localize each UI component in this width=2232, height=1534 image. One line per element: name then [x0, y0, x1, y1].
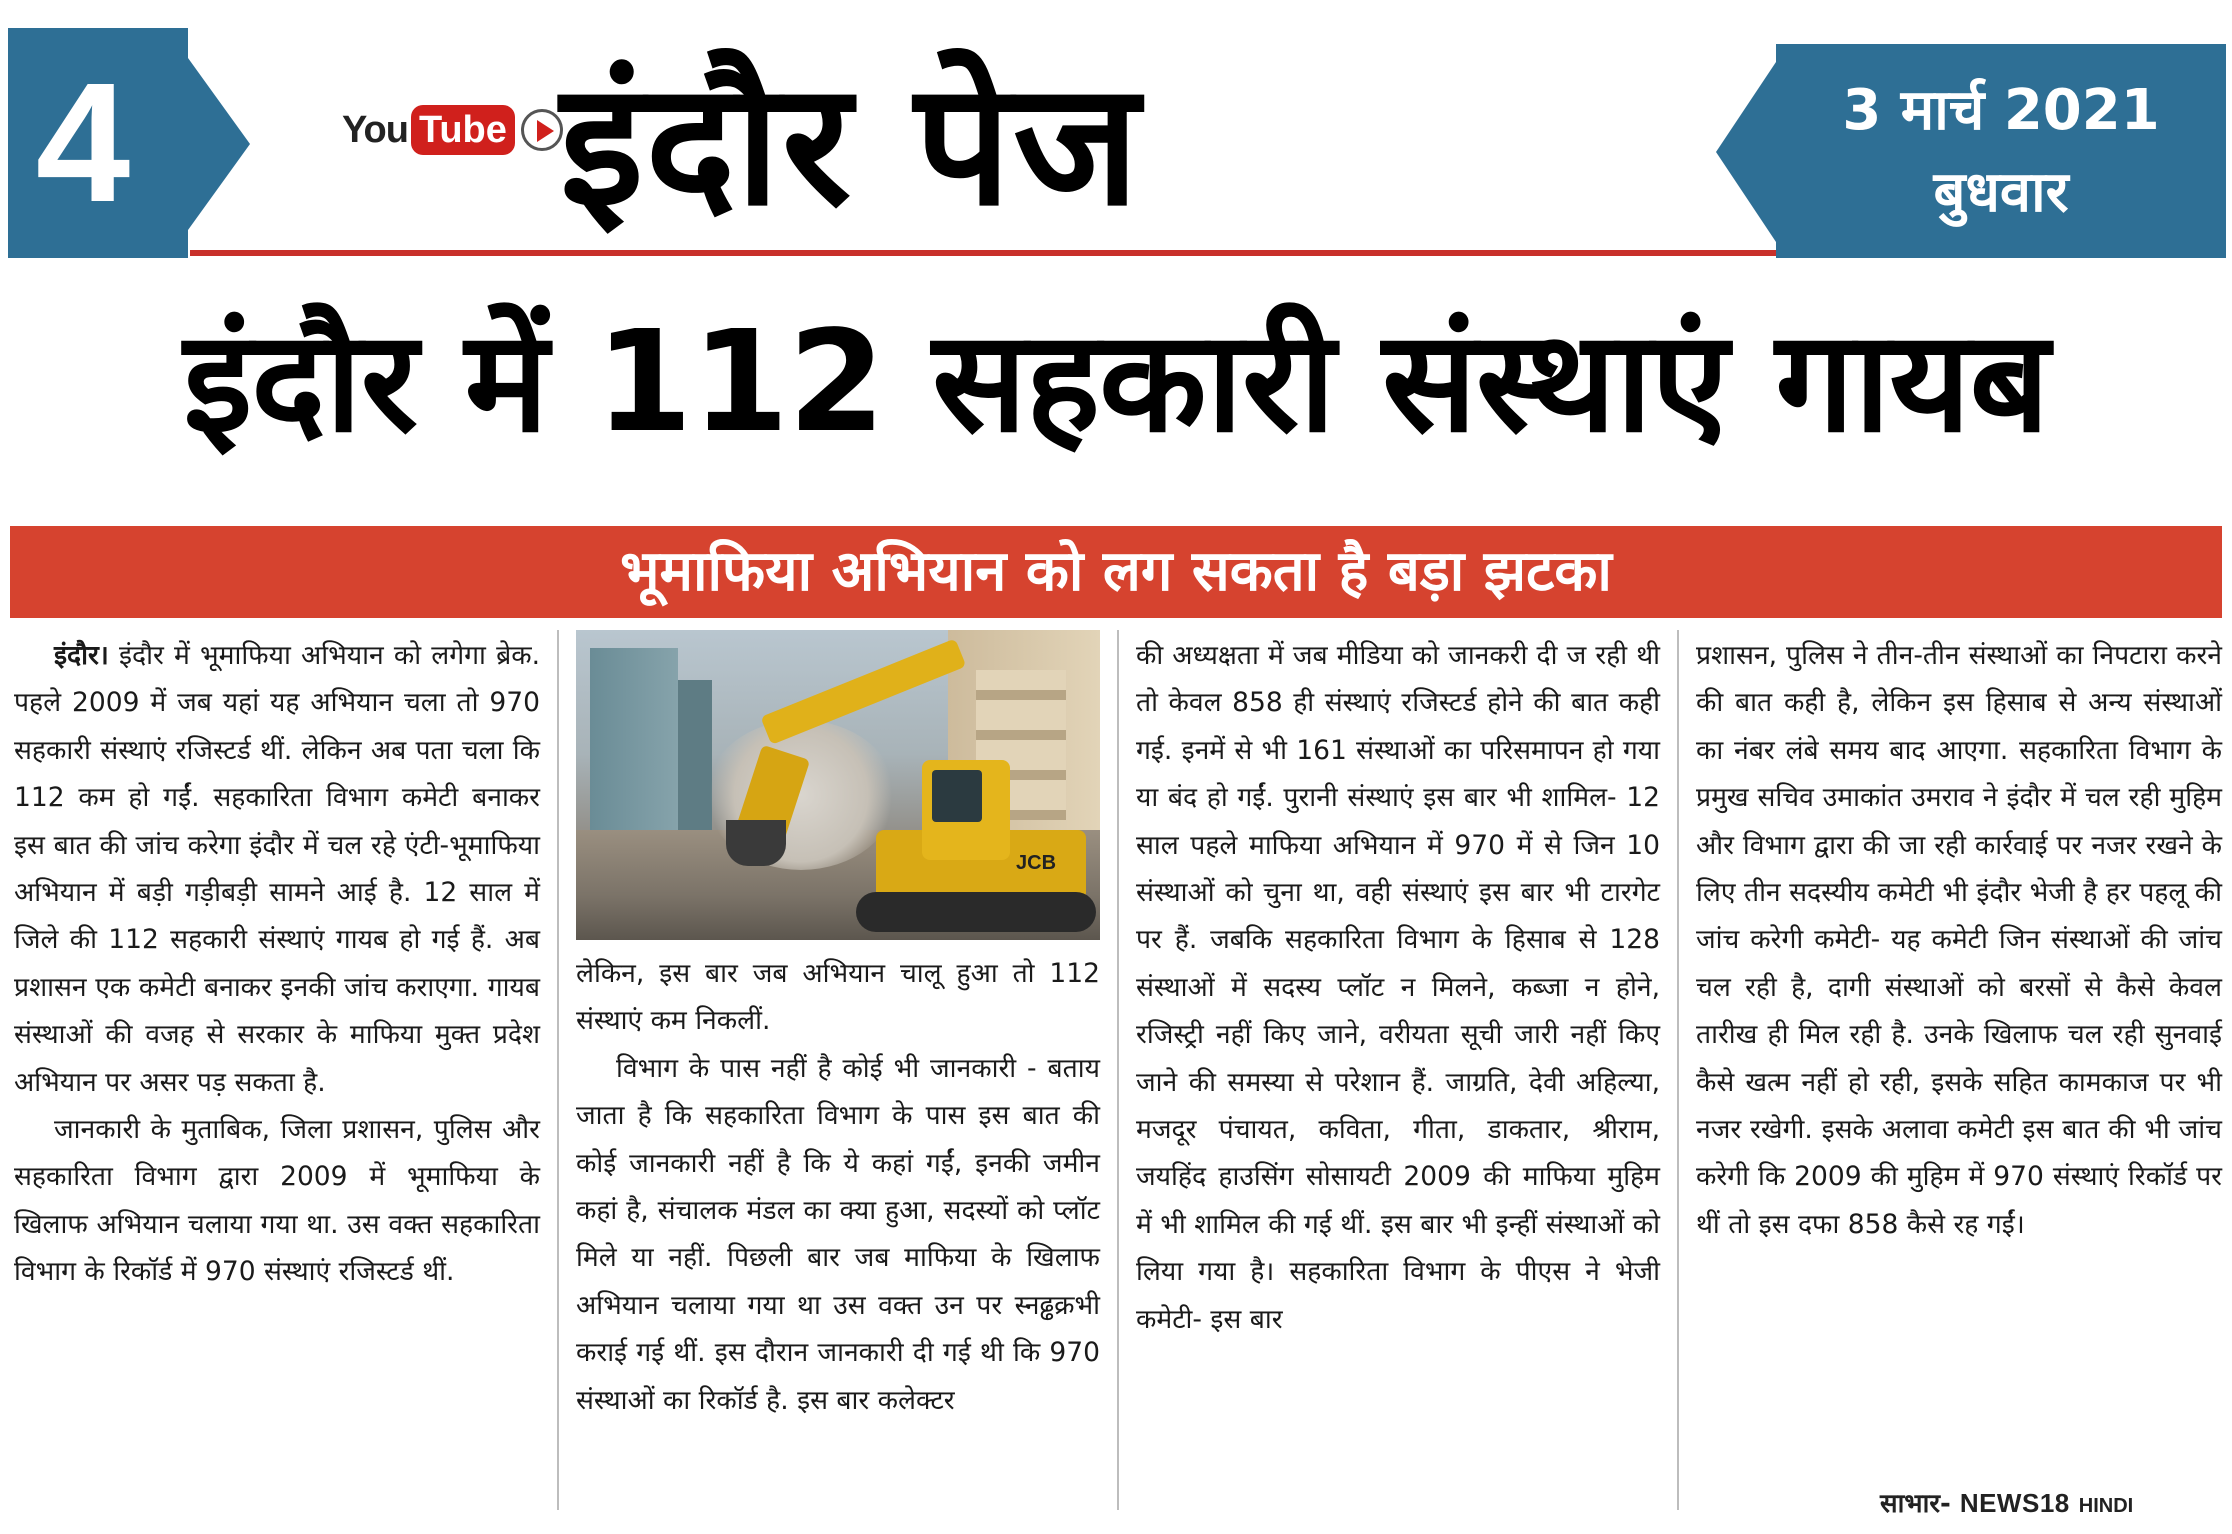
paragraph: विभाग के पास नहीं है कोई भी जानकारी - बताय जाता है कि सहकारिता विभाग के पास इस बात की कोई जानकारी नहीं है कि ये कहां गईं, इनकी जमीन कहां है, संचालक मंडल का क्या हुआ, सदस्यों को प्लॉट मिले या नहीं. पिछली बार जब माफिया के खिलाफ अभियान चलाया गया था उस वक्त उन पर स्नढ्ढक्रभी कराई गई थीं. इस दौरान जानकारी दी गई थी कि 970 संस्थाओं का रिकॉर्ड है. इस बार कलेक्टर: [576, 1052, 1100, 1416]
date-text: 3 मार्च 2021: [1842, 78, 2160, 143]
excavator-brand-label: JCB: [1016, 852, 1057, 874]
page-number: 4: [35, 48, 131, 238]
youtube-tube-text: Tube: [411, 105, 515, 155]
weekday-text: बुधवार: [1933, 160, 2069, 225]
article-subheadline: भूमाफिया अभियान को लग सकता है बड़ा झटका: [620, 539, 1612, 604]
excavator-boom: [760, 638, 966, 744]
youtube-you-text: You: [342, 108, 408, 151]
youtube-logo: [342, 104, 563, 156]
paragraph: जानकारी के मुताबिक, जिला प्रशासन, पुलिस और सहकारिता विभाग द्वारा 2009 में भूमाफिया के खिलाफ अभियान चलाया गया था. उस वक्त सहकारिता विभाग के रिकॉर्ड में 970 संस्थाएं रजिस्टर्ड थीं.: [14, 1114, 540, 1288]
paragraph: प्रशासन, पुलिस ने तीन-तीन संस्थाओं का निपटारा करने की बात कही है, लेकिन इस हिसाब से अन्य संस्थाओं का नंबर लंबे समय बाद आएगा. सहकारिता विभाग के प्रमुख सचिव उमाकांत उमराव ने इंदौर में चल रही मुहिम और विभाग द्वारा की जा रही कार्रवाई पर नजर रखने के लिए तीन सदस्यीय कमेटी भी इंदौर भेजी है हर पहलू की जांच करेगी कमेटी- यह कमेटी जिन संस्थाओं की जांच चल रही है, दागी संस्थाओं को बरसों से कैसे केवल तारीख ही मिल रही है. उनके खिलाफ चल रही सुनवाई कैसे खत्म नहीं हो रही, इसके सहित कामकाज पर भी नजर रखेगी. इसके अलावा कमेटी इस बात की भी जांच करेगी कि 2009 की मुहिम में 970 संस्थाएं रिकॉर्ड पर थीं तो इस दफा 858 कैसे रह गईं।: [1696, 640, 2222, 1240]
paragraph-text: इंदौर में भूमाफिया अभियान को लगेगा ब्रेक. पहले 2009 में जब यहां यह अभियान चला तो 970 सहकारी संस्थाएं रजिस्टर्ड थीं. लेकिन अब पता चला कि 112 कम हो गईं. सहकारिता विभाग कमेटी बनाकर इस बात की जांच करेगा इंदौर में चल रहे एंटी-भूमाफिया अभियान में बड़ी गड़ीबड़ी सामने आई है. 12 साल में जिले की 112 सहकारी संस्थाएं गायब हो गई हैं. अब प्रशासन एक कमेटी बनाकर इनकी जांच कराएगा. गायब संस्थाओं की वजह से सरकार के माफिया मुक्त प्रदेश अभियान पर असर पड़ सकता है.: [14, 640, 540, 1098]
article-column-1: [14, 632, 540, 1296]
article-headline: इंदौर में 112 सहकारी संस्थाएं गायब: [183, 301, 2049, 464]
dateline: इंदौर।: [54, 640, 109, 671]
article-column-3: [1136, 632, 1660, 1343]
credit-brand: NEWS18: [1959, 1488, 2070, 1518]
excavator-cab-window: [932, 770, 982, 822]
source-credit: [1880, 1484, 2133, 1520]
paragraph: लेकिन, इस बार जब अभियान चालू हुआ तो 112 संस्थाएं कम निकलीं.: [576, 958, 1100, 1037]
excavator-bucket: [726, 820, 786, 866]
paragraph: [14, 632, 540, 1106]
article-column-2: [576, 950, 1100, 1424]
page-number-arrow: [188, 58, 250, 230]
date-box-arrow: [1716, 62, 1776, 242]
play-icon: [521, 109, 563, 151]
credit-label: साभार-: [1880, 1489, 1960, 1519]
column-divider: [1677, 630, 1679, 1510]
masthead-rule: [190, 250, 1776, 256]
excavator-track: [856, 892, 1096, 932]
article-column-4: [1696, 632, 2222, 1248]
masthead-title: इंदौर पेज: [560, 46, 1142, 244]
column-divider: [1117, 630, 1119, 1510]
column-divider: [557, 630, 559, 1510]
paragraph: की अध्यक्षता में जब मीडिया को जानकरी दी ज रही थी तो केवल 858 ही संस्थाएं रजिस्टर्ड होने की बात कही गई. इनमें से भी 161 संस्थाओं का परिसमापन हो गया या बंद हो गईं. पुरानी संस्थाएं इस बार भी शामिल- 12 साल पहले माफिया अभियान में 970 में से जिन 10 संस्थाओं को चुना था, वही संस्थाएं इस बार भी टारगेट पर हैं. जबकि सहकारिता विभाग के हिसाब से 128 संस्थाओं में सदस्य प्लॉट न मिलने, कब्जा न होने, रजिस्ट्री नहीं किए जाने, वरीयता सूची जारी नहीं किए जाने की समस्या से परेशान हैं. जाग्रति, देवी अहिल्या, मजदूर पंचायत, कविता, गीता, डाकतार, श्रीराम, जयहिंद हाउसिंग सोसायटी 2009 की माफिया मुहिम में भी शामिल की गई थीं. इस बार भी इन्हीं संस्थाओं को लिया गया है। सहकारिता विभाग के पीएस ने भेजी कमेटी- इस बार: [1136, 640, 1660, 1335]
credit-lang: HINDI: [2078, 1495, 2134, 1517]
demolition-photo: [576, 630, 1100, 940]
